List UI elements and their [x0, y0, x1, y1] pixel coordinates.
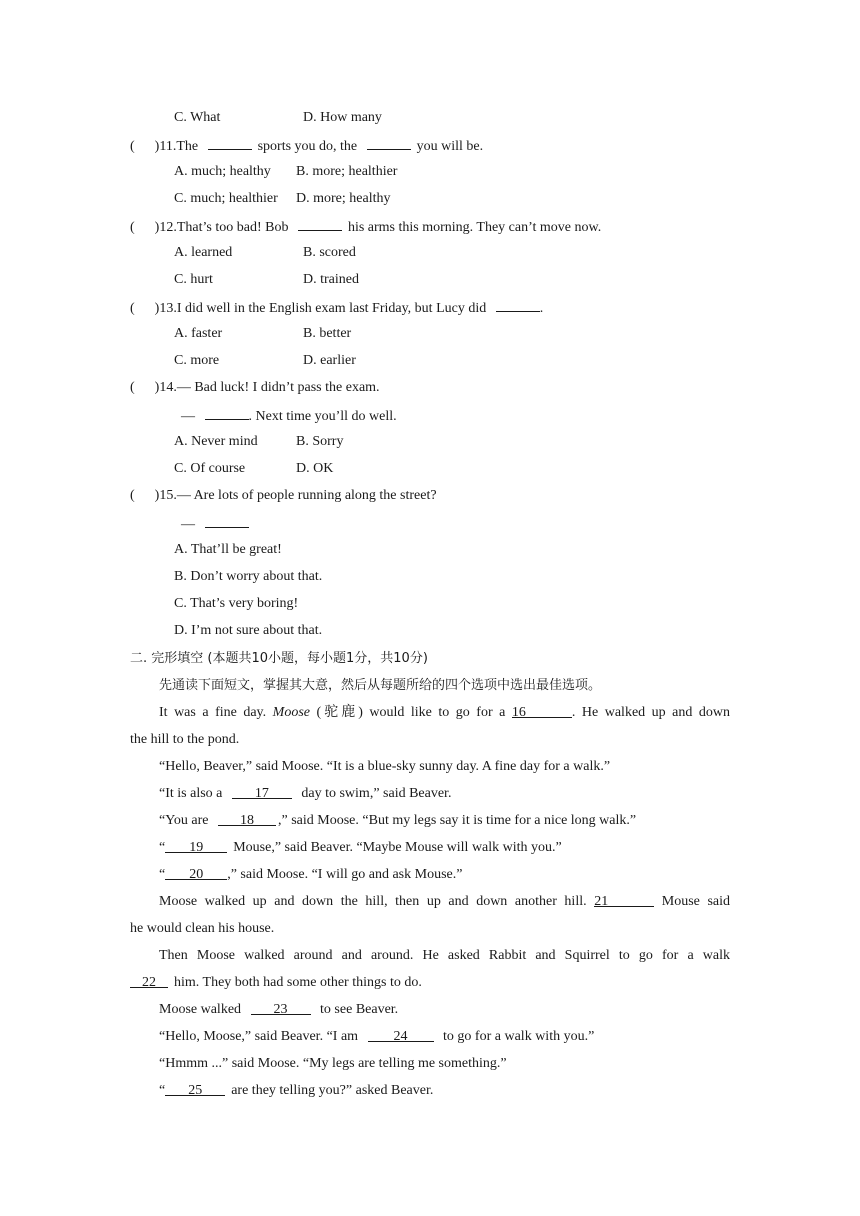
answer-paren-open: (: [130, 380, 135, 395]
answer-paren-close: ): [154, 380, 160, 395]
question-stem: sports you do, the: [257, 139, 358, 154]
passage-text: ,” said Moose. “I will go and ask Mouse.”: [227, 867, 463, 882]
answer-paren-close: ): [154, 301, 160, 316]
question-stem: 12.That’s too bad! Bob: [159, 220, 289, 235]
question-stem: 14.— Bad luck! I didn’t pass the exam.: [159, 380, 380, 395]
question-15: [130, 487, 437, 505]
passage-text: “: [159, 1083, 166, 1098]
passage-text: “: [159, 867, 166, 882]
question-stem: you will be.: [416, 139, 484, 154]
option-d: D. OK: [296, 461, 334, 476]
passage-text: (驼鹿) would like to go for a: [316, 705, 506, 720]
answer-paren-close: ): [154, 220, 160, 235]
option-a: A. That’ll be great!: [174, 542, 282, 557]
passage-text: “It is also a: [159, 786, 223, 801]
option-a: A. Never mind: [174, 434, 258, 449]
passage-line: “Hello, Beaver,” said Moose. “It is a blue-sky sunny day. A fine day for a walk.”: [159, 759, 611, 774]
question-11: [130, 136, 483, 156]
passage-text: day to swim,” said Beaver.: [301, 786, 452, 801]
option-b: B. Sorry: [296, 434, 344, 449]
question-14: [130, 379, 380, 397]
option-b: B. Don’t worry about that.: [174, 569, 323, 584]
blank: [205, 406, 249, 420]
passage-text: “Hello, Moose,” said Beaver. “I am: [159, 1029, 359, 1044]
passage-text: to go for a walk with you.”: [443, 1029, 595, 1044]
passage-line: [159, 866, 462, 884]
question-stem: .: [539, 301, 544, 316]
question-stem: 11.The: [159, 139, 199, 154]
option-d: D. trained: [303, 272, 359, 287]
dash: —: [181, 517, 195, 532]
blank-22: 22: [130, 974, 168, 988]
option-c: C. much; healthier: [174, 191, 278, 206]
blank: [367, 136, 411, 150]
option-c: C. Of course: [174, 461, 246, 476]
q10-option-c: C. What: [174, 110, 221, 125]
passage-line: he would clean his house.: [130, 921, 275, 936]
option-b: B. better: [303, 326, 352, 341]
passage-line: [130, 974, 422, 992]
passage-text: to see Beaver.: [320, 1002, 399, 1017]
answer-paren-open: (: [130, 301, 135, 316]
option-c: C. hurt: [174, 272, 213, 287]
passage-line: “Hmmm ...” said Moose. “My legs are telling me something.”: [159, 1056, 507, 1071]
blank-19: 19: [165, 839, 227, 853]
passage-text: are they telling you?” asked Beaver.: [231, 1083, 434, 1098]
option-a: A. learned: [174, 245, 233, 260]
section-instruction: 先通读下面短文，掌握其大意，然后从每题所给的四个选项中选出最佳选项。: [159, 678, 602, 693]
question-14-response: [181, 406, 397, 426]
answer-paren-close: ): [154, 488, 160, 503]
passage-text: “: [159, 840, 166, 855]
blank-23: 23: [251, 1001, 311, 1015]
passage-text: It was a fine day.: [159, 705, 267, 720]
answer-paren-open: (: [130, 139, 135, 154]
question-stem: . Next time you’ll do well.: [248, 409, 397, 424]
option-d: D. more; healthy: [296, 191, 391, 206]
passage-line: [159, 1001, 398, 1019]
passage-line: [159, 839, 562, 857]
answer-paren-open: (: [130, 220, 135, 235]
section-heading: 二. 完形填空 (本题共10小题，每小题1分，共10分): [130, 651, 428, 666]
passage-text: Moose walked: [159, 1002, 242, 1017]
answer-paren-close: ): [154, 139, 160, 154]
passage-line: [159, 704, 730, 722]
question-15-response: [181, 514, 249, 534]
passage-line: [159, 1028, 594, 1046]
q10-option-d: D. How many: [303, 110, 382, 125]
passage-italic-word: Moose: [272, 705, 310, 720]
blank: [496, 298, 540, 312]
option-c: C. That’s very boring!: [174, 596, 299, 611]
passage-text: . He walked up and down: [571, 705, 731, 720]
passage-line: [159, 893, 730, 911]
question-stem: his arms this morning. They can’t move now.: [347, 220, 602, 235]
passage-text: Mouse said: [661, 894, 731, 909]
dash: —: [181, 409, 195, 424]
option-c: C. more: [174, 353, 220, 368]
question-stem: 15.— Are lots of people running along the street?: [159, 488, 437, 503]
blank-25: 25: [165, 1082, 225, 1096]
blank: [205, 514, 249, 528]
passage-line: [159, 1082, 433, 1100]
option-d: D. earlier: [303, 353, 356, 368]
passage-text: Mouse,” said Beaver. “Maybe Mouse will walk with you.”: [233, 840, 562, 855]
passage-line: the hill to the pond.: [130, 732, 240, 747]
passage-line: [159, 812, 636, 830]
blank: [208, 136, 252, 150]
passage-line: Then Moose walked around and around. He asked Rabbit and Squirrel to go for a walk: [159, 948, 730, 963]
option-d: D. I’m not sure about that.: [174, 623, 323, 638]
passage-text: him. They both had some other things to do.: [174, 975, 422, 990]
option-b: B. scored: [303, 245, 356, 260]
passage-line: [159, 785, 451, 803]
option-a: A. faster: [174, 326, 223, 341]
blank-17: 17: [232, 785, 292, 799]
passage-text: “You are: [159, 813, 209, 828]
question-13: [130, 298, 543, 318]
answer-paren-open: (: [130, 488, 135, 503]
blank-16: 16: [512, 704, 572, 718]
blank-18: 18: [218, 812, 276, 826]
blank-20: 20: [165, 866, 227, 880]
blank-21: 21: [594, 893, 654, 907]
blank: [298, 217, 342, 231]
blank-24: 24: [368, 1028, 434, 1042]
passage-text: ,” said Moose. “But my legs say it is time for a nice long walk.”: [278, 813, 637, 828]
question-12: [130, 217, 601, 237]
question-stem: 13.I did well in the English exam last Friday, but Lucy did: [159, 301, 487, 316]
passage-text: Moose walked up and down the hill, then up and down another hill.: [159, 894, 587, 909]
option-b: B. more; healthier: [296, 164, 398, 179]
option-a: A. much; healthy: [174, 164, 271, 179]
